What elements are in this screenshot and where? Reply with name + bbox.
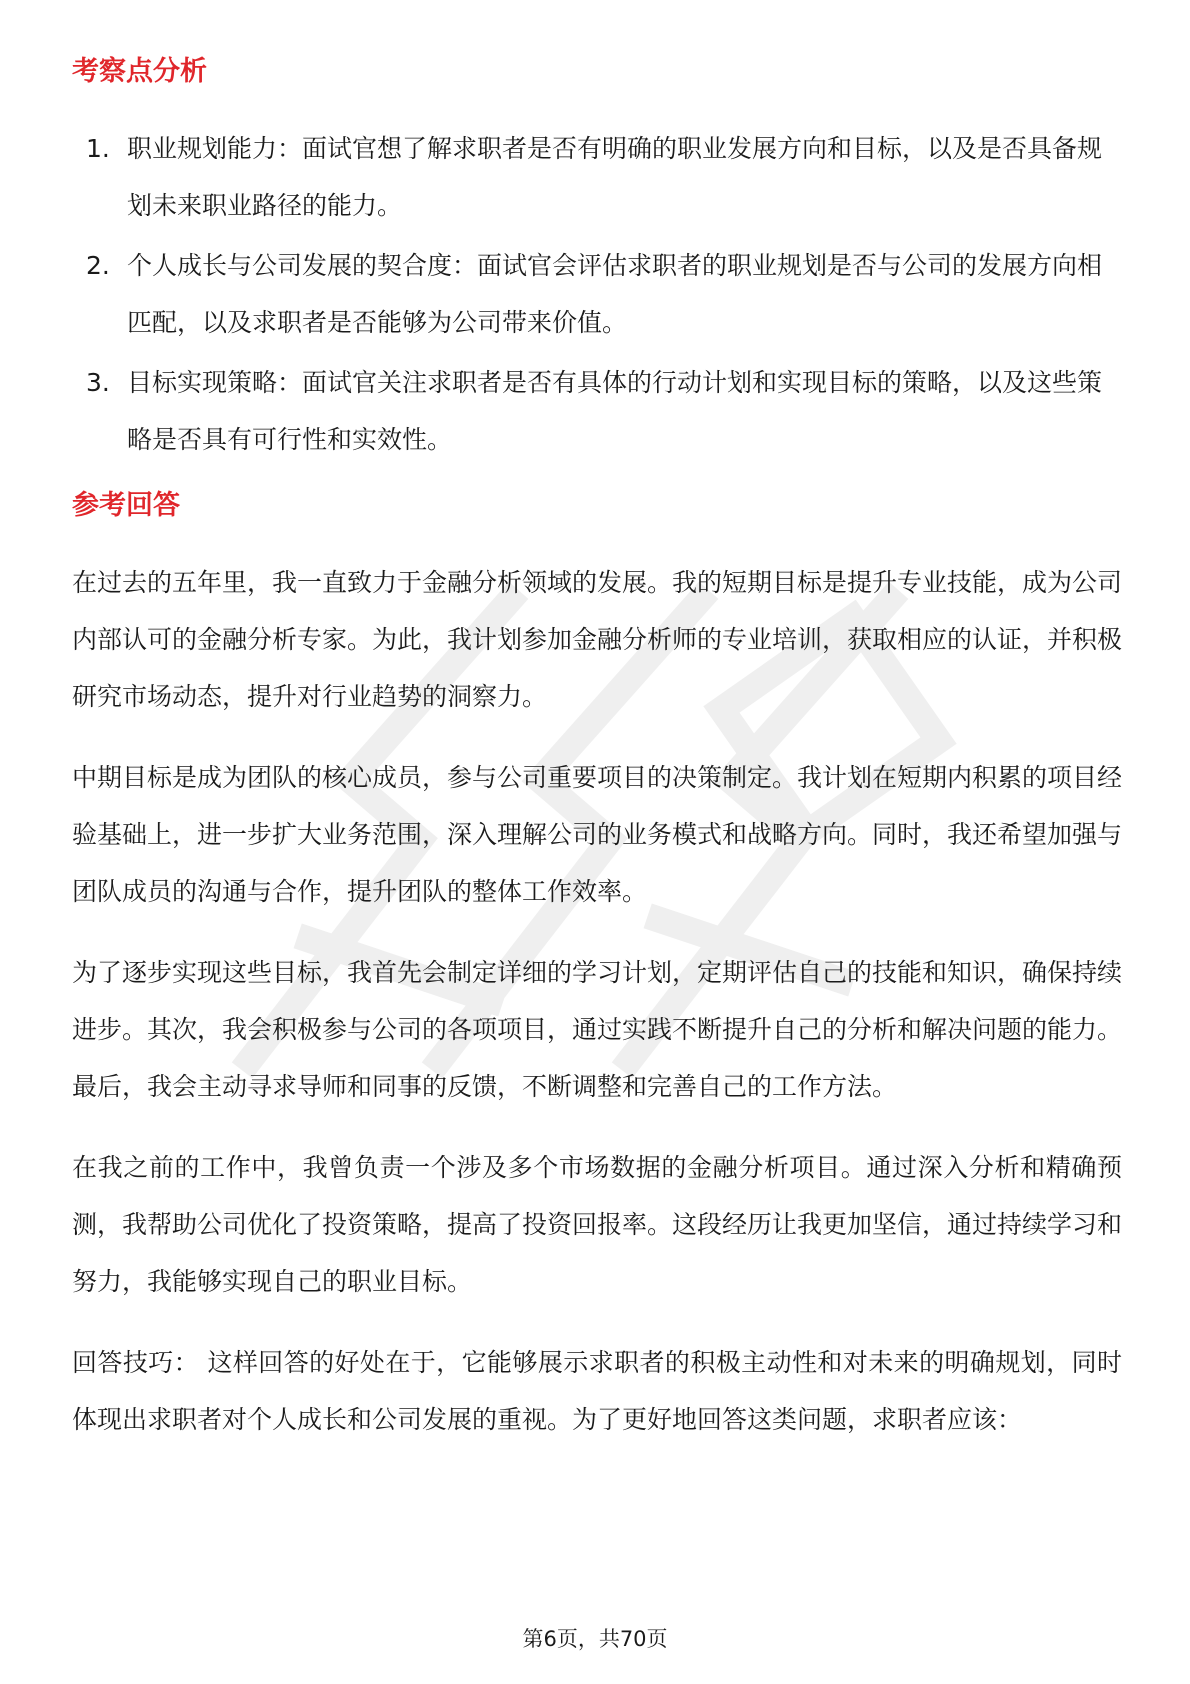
list-item-text: 个人成长与公司发展的契合度：面试官会评估求职者的职业规划是否与公司的发展方向相匹配，以及求职者是否能够为公司带来价值。	[127, 251, 1103, 337]
list-item	[72, 237, 1122, 351]
analysis-points-list	[72, 120, 1122, 468]
analysis-heading: 考察点分析	[72, 56, 207, 87]
answer-paragraph: 在我之前的工作中，我曾负责一个涉及多个市场数据的金融分析项目。通过深入分析和精确预测，我帮助公司优化了投资策略，提高了投资回报率。这段经历让我更加坚信，通过持续学习和努力，我能够实现自己的职业目标。	[72, 1153, 1123, 1296]
list-item-text: 职业规划能力：面试官想了解求职者是否有明确的职业发展方向和目标，以及是否具备规划未来职业路径的能力。	[127, 134, 1103, 220]
page-number-footer: 第6页，共70页	[522, 1627, 668, 1651]
answer-paragraph: 为了逐步实现这些目标，我首先会制定详细的学习计划，定期评估自己的技能和知识，确保持续进步。其次，我会积极参与公司的各项项目，通过实践不断提升自己的分析和解决问题的能力。最后，我会主动寻求导师和同事的反馈，不断调整和完善自己的工作方法。	[72, 958, 1123, 1101]
answer-paragraph: 在过去的五年里，我一直致力于金融分析领域的发展。我的短期目标是提升专业技能，成为公司内部认可的金融分析专家。为此，我计划参加金融分析师的专业培训，获取相应的认证，并积极研究市场动态，提升对行业趋势的洞察力。	[72, 568, 1123, 711]
list-item-number: 3.	[86, 368, 110, 397]
list-item	[72, 354, 1122, 468]
answer-paragraph: 中期目标是成为团队的核心成员，参与公司重要项目的决策制定。我计划在短期内积累的项目经验基础上，进一步扩大业务范围，深入理解公司的业务模式和战略方向。同时，我还希望加强与团队成员的沟通与合作，提升团队的整体工作效率。	[72, 763, 1123, 906]
answer-tips-paragraph: 回答技巧： 这样回答的好处在于，它能够展示求职者的积极主动性和对未来的明确规划，同时体现出求职者对个人成长和公司发展的重视。为了更好地回答这类问题，求职者应该：	[72, 1348, 1122, 1434]
main-content	[72, 50, 1122, 1472]
list-item-text: 目标实现策略：面试官关注求职者是否有具体的行动计划和实现目标的策略，以及这些策略是否具有可行性和实效性。	[127, 368, 1103, 454]
list-item-number: 1.	[86, 134, 110, 163]
list-item-number: 2.	[86, 251, 110, 280]
answer-heading: 参考回答	[72, 490, 180, 521]
list-item	[72, 120, 1122, 234]
